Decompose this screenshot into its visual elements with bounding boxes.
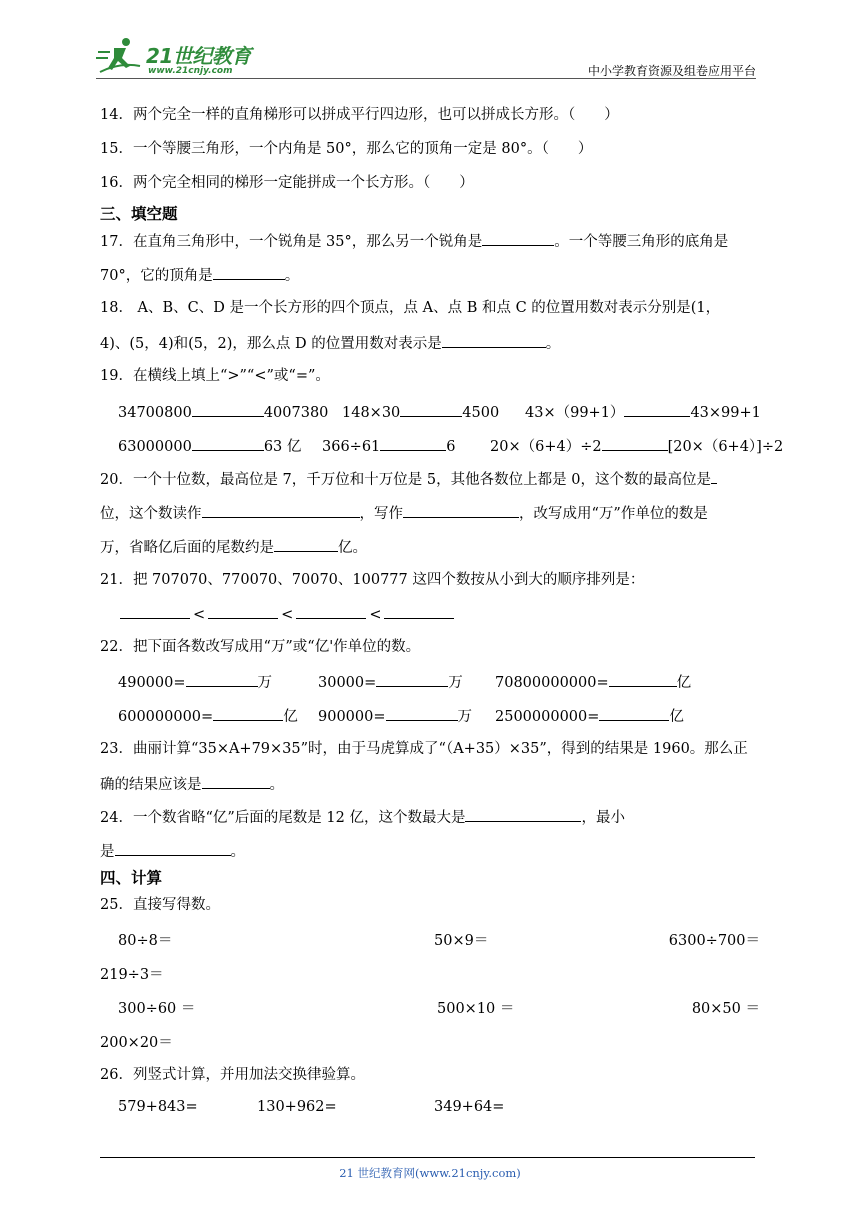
answer-blank[interactable] bbox=[482, 230, 554, 246]
calc-item: 219÷3＝ bbox=[100, 967, 164, 983]
answer-blank[interactable] bbox=[624, 401, 690, 417]
question-26-title: 26．列竖式计算，并用加法交换律验算。 bbox=[100, 1067, 365, 1083]
compare-item: 34700800 4007380 bbox=[118, 401, 328, 421]
vertical-calc-item: 349+64= bbox=[434, 1099, 505, 1115]
answer-blank[interactable] bbox=[213, 705, 283, 721]
calc-item: 50×9＝ bbox=[434, 933, 489, 949]
header-platform-text: 中小学教育资源及组卷应用平台 bbox=[587, 64, 756, 78]
convert-item: 600000000= 亿 bbox=[118, 705, 298, 726]
question-25-title: 25．直接写得数。 bbox=[100, 897, 220, 913]
answer-blank[interactable] bbox=[609, 671, 677, 687]
answer-blank[interactable] bbox=[120, 603, 190, 619]
question-16: 16．两个完全相同的梯形一定能拼成一个长方形。（ ） bbox=[100, 175, 474, 191]
question-18-line-1: 18． A、B、C、D 是一个长方形的四个顶点，点 A、点 B 和点 C 的位置用数对表示分别是(1， bbox=[100, 300, 721, 316]
logo-title: 21世纪教育 bbox=[146, 44, 251, 68]
question-15: 15．一个等腰三角形，一个内角是 50°，那么它的顶角一定是 80°。（ ） bbox=[100, 141, 593, 157]
section-fill-blank-heading: 三、填空题 bbox=[100, 205, 178, 223]
convert-item: 30000= 万 bbox=[318, 671, 463, 692]
runner-logo-icon bbox=[96, 36, 144, 76]
answer-blank[interactable] bbox=[386, 705, 458, 721]
page-header bbox=[96, 30, 756, 80]
convert-item: 490000= 万 bbox=[118, 671, 272, 692]
question-22-title: 22．把下面各数改写成用“万”或“亿'作单位的数。 bbox=[100, 639, 421, 655]
calc-item: 300÷60 ＝ bbox=[118, 1001, 196, 1017]
question-18-line-2: 4)、(5，4)和(5，2)，那么点 D 的位置用数对表示是 。 bbox=[100, 332, 560, 354]
compare-item: 63000000 63 亿 bbox=[118, 435, 301, 456]
section-calculation-heading: 四、计算 bbox=[100, 869, 163, 887]
answer-blank[interactable] bbox=[442, 332, 546, 348]
question-17-line-2: 70°，它的顶角是 。 bbox=[100, 264, 299, 286]
calc-item: 500×10 ＝ bbox=[437, 1001, 515, 1017]
compare-item: 43×（99+1） 43×99+1 bbox=[525, 401, 761, 422]
calc-item: 80×50 ＝ bbox=[691, 1001, 760, 1017]
answer-blank[interactable] bbox=[115, 840, 231, 856]
answer-blank[interactable] bbox=[384, 603, 454, 619]
ordering-answer: < < < bbox=[120, 603, 454, 623]
calc-item: 200×20＝ bbox=[100, 1035, 173, 1051]
header-divider bbox=[96, 78, 756, 79]
answer-blank[interactable] bbox=[192, 435, 264, 451]
answer-blank[interactable] bbox=[711, 468, 717, 484]
question-17-line-1: 17．在直角三角形中，一个锐角是 35°，那么另一个锐角是 。一个等腰三角形的底角是 bbox=[100, 230, 728, 252]
convert-item: 70800000000= 亿 bbox=[495, 671, 691, 692]
answer-blank[interactable] bbox=[602, 435, 668, 451]
vertical-calc-item: 579+843= bbox=[118, 1099, 198, 1115]
answer-blank[interactable] bbox=[192, 401, 264, 417]
calc-item: 6300÷700＝ bbox=[668, 933, 760, 949]
answer-blank[interactable] bbox=[400, 401, 462, 417]
vertical-calc-item: 130+962= bbox=[257, 1099, 337, 1115]
convert-item: 2500000000= 亿 bbox=[495, 705, 684, 726]
compare-item: 366÷61 6 bbox=[322, 435, 456, 455]
question-19-title: 19．在横线上填上“>”“<”或“=”。 bbox=[100, 368, 330, 384]
footer-divider bbox=[100, 1157, 755, 1158]
answer-blank[interactable] bbox=[380, 435, 446, 451]
compare-item: 20×（6+4）÷2 [20×（6+4）]÷2 bbox=[490, 435, 783, 456]
logo-url: www.21cnjy.com bbox=[148, 66, 233, 76]
answer-blank[interactable] bbox=[202, 502, 360, 518]
answer-blank[interactable] bbox=[403, 502, 519, 518]
answer-blank[interactable] bbox=[202, 773, 270, 789]
answer-blank[interactable] bbox=[186, 671, 258, 687]
question-23-line-2: 确的结果应该是 。 bbox=[100, 773, 284, 795]
footer-link[interactable]: 21 世纪教育网(www.21cnjy.com) bbox=[339, 1166, 521, 1180]
question-24-line-1: 24．一个数省略“亿”后面的尾数是 12 亿，这个数最大是 ，最小 bbox=[100, 806, 625, 828]
question-21-title: 21．把 707070、770070、70070、100777 这四个数按从小到大的顺序排列是： bbox=[100, 572, 645, 588]
answer-blank[interactable] bbox=[296, 603, 366, 619]
answer-blank[interactable] bbox=[599, 705, 669, 721]
question-14: 14．两个完全一样的直角梯形可以拼成平行四边形，也可以拼成长方形。（ ） bbox=[100, 107, 619, 123]
answer-blank[interactable] bbox=[213, 264, 285, 280]
compare-item: 148×30 4500 bbox=[342, 401, 499, 421]
answer-blank[interactable] bbox=[274, 536, 338, 552]
answer-blank[interactable] bbox=[376, 671, 448, 687]
convert-item: 900000= 万 bbox=[318, 705, 472, 726]
answer-blank[interactable] bbox=[465, 806, 581, 822]
site-logo[interactable] bbox=[96, 34, 296, 80]
question-20-line-1: 20．一个十位数，最高位是 7，千万位和十万位是 5，其他各数位上都是 0，这个数的最高位是 bbox=[100, 468, 717, 490]
answer-blank[interactable] bbox=[208, 603, 278, 619]
question-20-line-3: 万，省略亿后面的尾数约是 亿。 bbox=[100, 536, 367, 558]
question-24-line-2: 是 。 bbox=[100, 840, 245, 862]
calc-item: 80÷8＝ bbox=[118, 933, 173, 949]
question-20-line-2: 位，这个数读作 ，写作 ，改写成用“万”作单位的数是 bbox=[100, 502, 708, 524]
question-23-line-1: 23．曲丽计算“35×A+79×35”时，由于马虎算成了“（A+35）×35”，得到的结果是 1960。那么正 bbox=[100, 741, 748, 757]
